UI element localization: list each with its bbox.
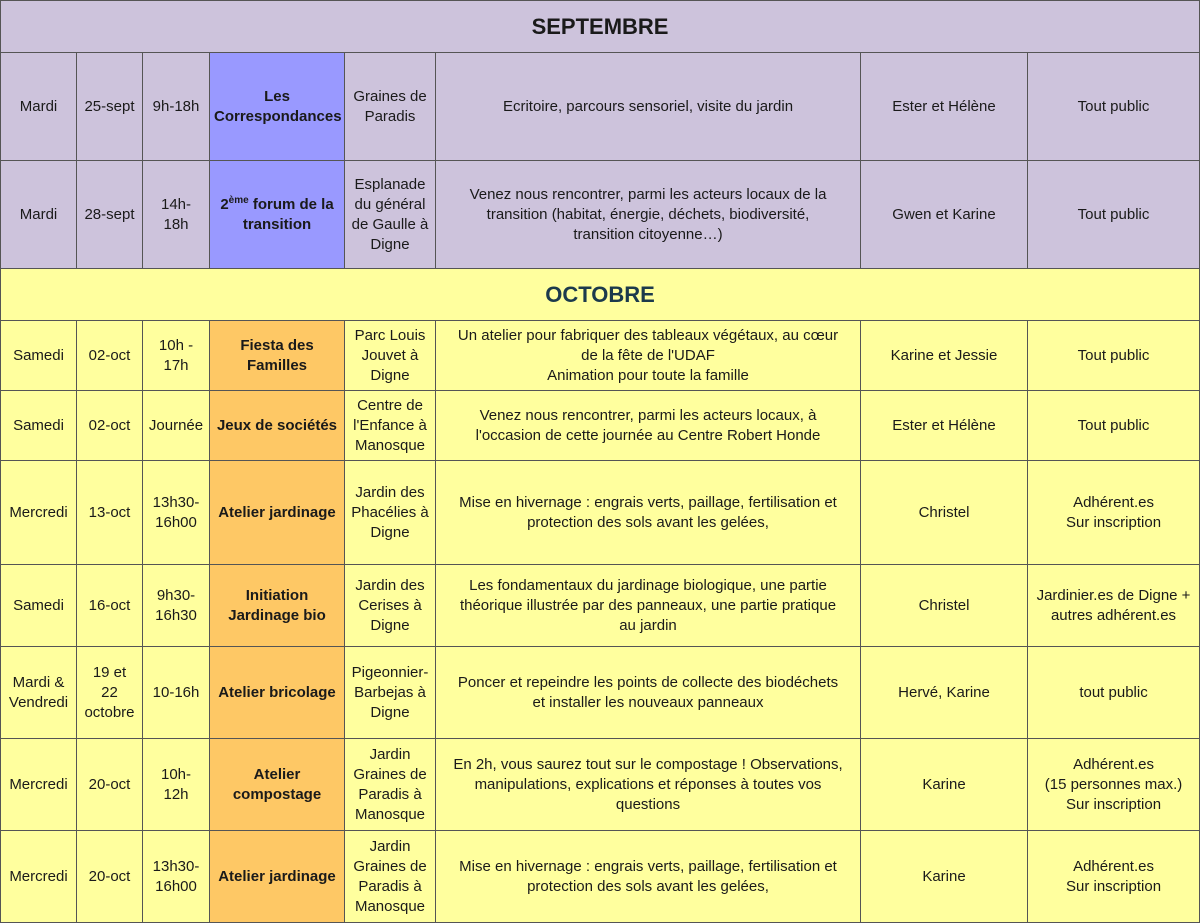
cell-title: Atelier compostage — [210, 739, 345, 831]
cell-description: Les fondamentaux du jardinage biologique, une partie théorique illustrée par des panneaux, une partie pratique au jardin — [436, 565, 861, 647]
cell-description: Un atelier pour fabriquer des tableaux végétaux, au cœur de la fête de l'UDAF Animation pour toute la famille — [436, 321, 861, 391]
table-row — [1, 461, 1200, 565]
cell-day: Mardi — [1, 53, 77, 161]
cell-audience: Tout public — [1028, 391, 1200, 461]
cell-title: Jeux de sociétés — [210, 391, 345, 461]
cell-time: Journée — [143, 391, 210, 461]
title-text: forum de la transition — [242, 195, 334, 233]
cell-audience: tout public — [1028, 647, 1200, 739]
cell-place: Jardin des Cerises à Digne — [345, 565, 436, 647]
table-row — [1, 831, 1200, 923]
cell-facilitators: Karine — [861, 739, 1028, 831]
cell-day: Mardi — [1, 161, 77, 269]
cell-day: Samedi — [1, 565, 77, 647]
cell-day: Samedi — [1, 321, 77, 391]
month-header-row — [1, 1, 1200, 53]
cell-audience: Adhérent.es Sur inscription — [1028, 461, 1200, 565]
cell-place: Jardin Graines de Paradis à Manosque — [345, 831, 436, 923]
cell-title: Fiesta des Familles — [210, 321, 345, 391]
cell-title — [210, 161, 345, 269]
cell-date: 13-oct — [77, 461, 143, 565]
cell-description: Poncer et repeindre les points de collecte des biodéchets et installer les nouveaux panneaux — [436, 647, 861, 739]
cell-facilitators: Hervé, Karine — [861, 647, 1028, 739]
cell-title: Atelier bricolage — [210, 647, 345, 739]
table-row — [1, 321, 1200, 391]
table-row — [1, 161, 1200, 269]
cell-description: Venez nous rencontrer, parmi les acteurs locaux, à l'occasion de cette journée au Centre Robert Honde — [436, 391, 861, 461]
cell-day: Samedi — [1, 391, 77, 461]
cell-title: Initiation Jardinage bio — [210, 565, 345, 647]
cell-day: Mercredi — [1, 739, 77, 831]
table-row — [1, 739, 1200, 831]
cell-place: Graines de Paradis — [345, 53, 436, 161]
cell-facilitators: Karine — [861, 831, 1028, 923]
cell-description: Mise en hivernage : engrais verts, paillage, fertilisation et protection des sols avant les gelées, — [436, 461, 861, 565]
cell-time: 14h- 18h — [143, 161, 210, 269]
cell-time: 10-16h — [143, 647, 210, 739]
table-row — [1, 565, 1200, 647]
title-ordinal-suffix: ème — [228, 194, 249, 206]
table-row — [1, 53, 1200, 161]
cell-facilitators: Christel — [861, 565, 1028, 647]
cell-date: 20-oct — [77, 739, 143, 831]
cell-date: 16-oct — [77, 565, 143, 647]
cell-time: 13h30- 16h00 — [143, 831, 210, 923]
cell-description: Venez nous rencontrer, parmi les acteurs locaux de la transition (habitat, énergie, déchets, biodiversité, transition citoyenne…) — [436, 161, 861, 269]
cell-audience: Jardinier.es de Digne + autres adhérent.es — [1028, 565, 1200, 647]
cell-description: Ecritoire, parcours sensoriel, visite du jardin — [436, 53, 861, 161]
cell-date: 19 et 22 octobre — [77, 647, 143, 739]
cell-facilitators: Karine et Jessie — [861, 321, 1028, 391]
month-header: OCTOBRE — [1, 269, 1200, 321]
cell-time: 9h-18h — [143, 53, 210, 161]
cell-title: Atelier jardinage — [210, 831, 345, 923]
cell-place: Jardin des Phacélies à Digne — [345, 461, 436, 565]
cell-day: Mercredi — [1, 831, 77, 923]
cell-place: Parc Louis Jouvet à Digne — [345, 321, 436, 391]
cell-day: Mercredi — [1, 461, 77, 565]
cell-day: Mardi & Vendredi — [1, 647, 77, 739]
cell-facilitators: Ester et Hélène — [861, 53, 1028, 161]
month-header-row — [1, 269, 1200, 321]
cell-audience: Tout public — [1028, 161, 1200, 269]
cell-date: 25-sept — [77, 53, 143, 161]
cell-description: En 2h, vous saurez tout sur le compostage ! Observations, manipulations, explications et réponses à toutes vos questions — [436, 739, 861, 831]
cell-time: 13h30- 16h00 — [143, 461, 210, 565]
cell-audience: Tout public — [1028, 321, 1200, 391]
cell-time: 10h - 17h — [143, 321, 210, 391]
cell-place: Pigeonnier- Barbejas à Digne — [345, 647, 436, 739]
cell-facilitators: Ester et Hélène — [861, 391, 1028, 461]
cell-place: Esplanade du général de Gaulle à Digne — [345, 161, 436, 269]
cell-title: Atelier jardinage — [210, 461, 345, 565]
cell-audience: Adhérent.es Sur inscription — [1028, 831, 1200, 923]
cell-place: Jardin Graines de Paradis à Manosque — [345, 739, 436, 831]
table-row — [1, 391, 1200, 461]
table-row — [1, 647, 1200, 739]
cell-facilitators: Gwen et Karine — [861, 161, 1028, 269]
cell-date: 28-sept — [77, 161, 143, 269]
cell-time: 9h30- 16h30 — [143, 565, 210, 647]
cell-description: Mise en hivernage : engrais verts, paillage, fertilisation et protection des sols avant les gelées, — [436, 831, 861, 923]
month-header: SEPTEMBRE — [1, 1, 1200, 53]
cell-date: 02-oct — [77, 321, 143, 391]
cell-date: 20-oct — [77, 831, 143, 923]
cell-facilitators: Christel — [861, 461, 1028, 565]
title-ordinal: 2 — [220, 195, 229, 213]
cell-audience: Tout public — [1028, 53, 1200, 161]
cell-date: 02-oct — [77, 391, 143, 461]
cell-time: 10h- 12h — [143, 739, 210, 831]
cell-title: Les Correspondances — [210, 53, 345, 161]
cell-audience: Adhérent.es (15 personnes max.) Sur inscription — [1028, 739, 1200, 831]
cell-place: Centre de l'Enfance à Manosque — [345, 391, 436, 461]
